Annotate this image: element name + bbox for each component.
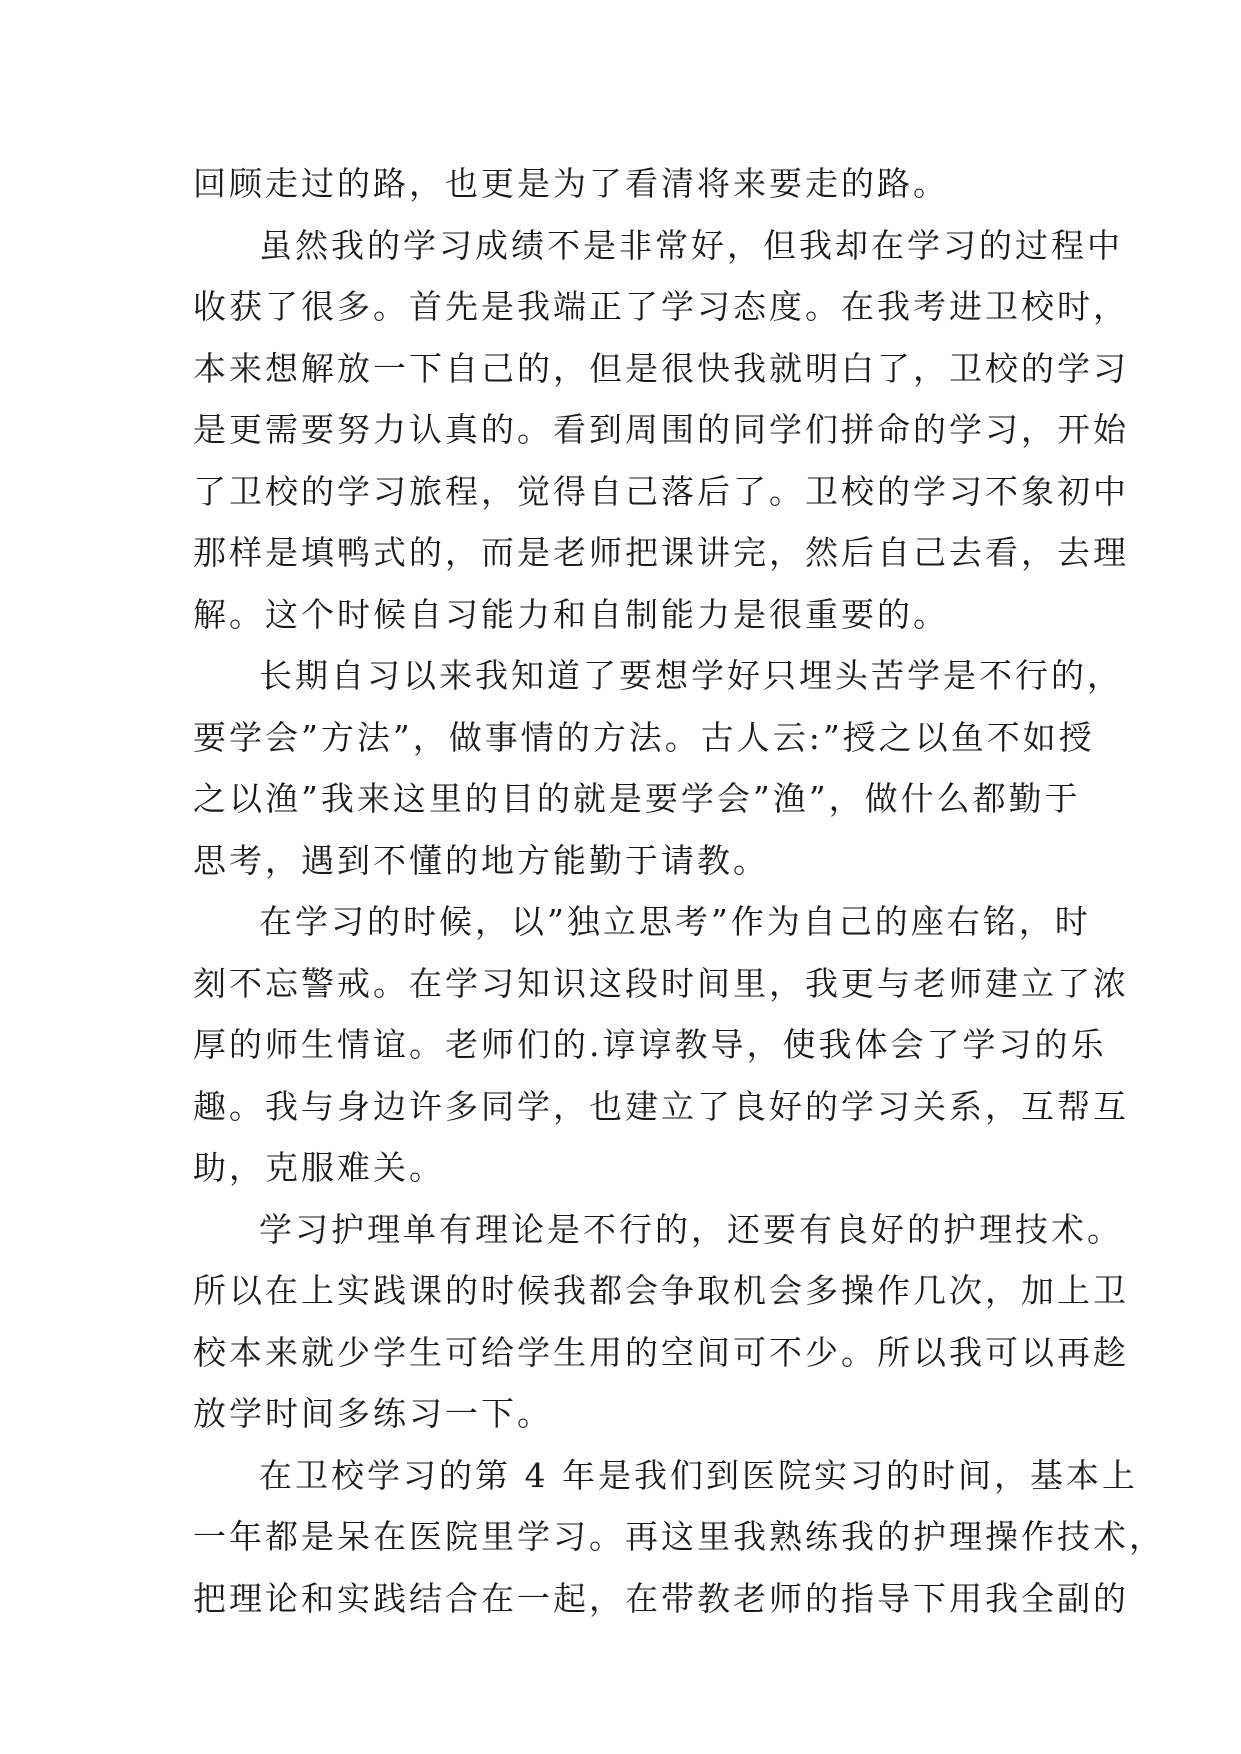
text-line: 助，克服难关。 (193, 1148, 445, 1187)
text-line: 一年都是呆在医院里学习。再这里我熟练我的护理操作技术， (193, 1517, 1165, 1556)
paragraph (193, 153, 1063, 215)
text-line: 在学习的时候，以”独立思考”作为自己的座右铭，时 (259, 902, 1091, 941)
text-line: 把理论和实践结合在一起，在带教老师的指导下用我全副的 (193, 1578, 1129, 1618)
paragraph (193, 891, 1129, 1199)
paragraph (193, 1199, 1129, 1445)
paragraph (193, 645, 1123, 891)
text-line: 校本来就少学生可给学生用的空间可不少。所以我可以再趁 (193, 1332, 1129, 1372)
text-line: 趣。我与身边许多同学，也建立了良好的学习关系，互帮互 (193, 1086, 1129, 1126)
text-line: 是更需要努力认真的。看到周围的同学们拼命的学习，开始 (193, 410, 1129, 449)
text-line: 回顾走过的路，也更是为了看清将来要走的路。 (193, 164, 949, 203)
paragraph (193, 215, 1129, 646)
text-line: 之以渔”我来这里的目的就是要学会”渔”，做什么都勤于 (193, 779, 1081, 818)
text-line: 思考，遇到不懂的地方能勤于请教。 (193, 840, 769, 880)
text-line: 解。这个时候自习能力和自制能力是很重要的。 (193, 594, 949, 634)
text-line: 收获了很多。首先是我端正了学习态度。在我考进卫校时， (193, 287, 1129, 326)
text-line: 放学时间多练习一下。 (193, 1394, 553, 1433)
text-line: 所以在上实践课的时候我都会争取机会多操作几次，加上卫 (193, 1271, 1129, 1310)
text-line: 在卫校学习的第 4 年是我们到医院实习的时间，基本上 (259, 1455, 1138, 1495)
text-line: 刻不忘警戒。在学习知识这段时间里，我更与老师建立了浓 (193, 963, 1129, 1003)
text-line: 那样是填鸭式的，而是老师把课讲完，然后自己去看，去理 (193, 533, 1129, 572)
text-line: 学习护理单有理论是不行的，还要有良好的护理技术。 (259, 1209, 1123, 1249)
document-body (193, 153, 1165, 1629)
text-line: 虽然我的学习成绩不是非常好，但我却在学习的过程中 (259, 225, 1123, 265)
text-line: 了卫校的学习旅程，觉得自己落后了。卫校的学习不象初中 (193, 471, 1129, 511)
text-line: 厚的师生情谊。老师们的.谆谆教导，使我体会了学习的乐 (193, 1025, 1107, 1064)
text-line: 长期自习以来我知道了要想学好只埋头苦学是不行的， (259, 656, 1123, 695)
paragraph (193, 1445, 1165, 1630)
text-line: 本来想解放一下自己的，但是很快我就明白了，卫校的学习 (193, 348, 1129, 388)
text-line: 要学会”方法”，做事情的方法。古人云:”授之以鱼不如授 (193, 717, 1095, 757)
